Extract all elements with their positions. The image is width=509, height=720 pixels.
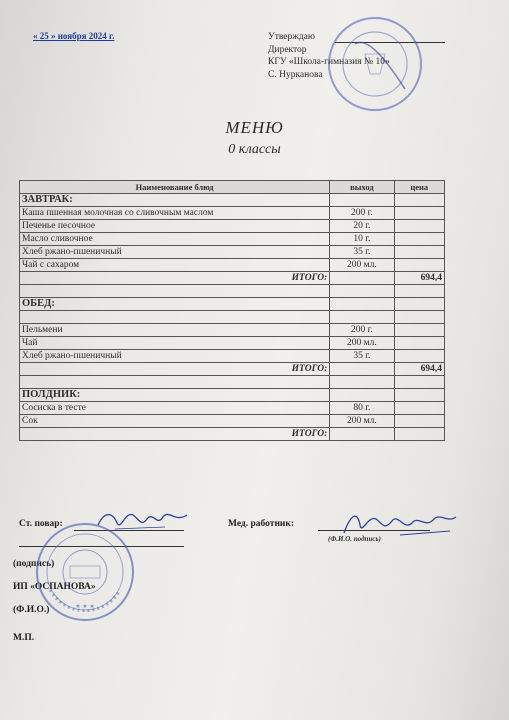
dish-portion: 200 г. <box>330 207 394 220</box>
signature-caption: (подпись) <box>13 559 55 569</box>
table-row <box>20 207 445 220</box>
table-row <box>20 324 445 337</box>
table-row <box>20 259 445 272</box>
dish-portion: 80 г. <box>330 402 394 415</box>
spacer-row <box>20 311 445 324</box>
dish-name: Хлеб ржано-пшеничный <box>20 246 330 259</box>
school-stamp <box>325 14 425 114</box>
section-row <box>20 389 445 402</box>
med-caption: (Ф.И.О. подпись) <box>328 535 381 543</box>
table-row <box>20 233 445 246</box>
column-header: цена <box>394 181 444 194</box>
approval-line: Директор <box>268 44 307 55</box>
column-header: выход <box>330 181 394 194</box>
menu-title: МЕНЮ <box>225 118 284 137</box>
total-price: 694,4 <box>394 363 444 376</box>
table-row <box>20 220 445 233</box>
table-row <box>20 246 445 259</box>
column-header: Наименование блюд <box>20 181 330 194</box>
med-worker-label: Мед. работник: <box>228 519 295 529</box>
approval-line: С. Нурканова <box>268 69 323 80</box>
dish-name: Масло сливочное <box>20 233 330 246</box>
total-row <box>20 428 445 441</box>
menu-subtitle: 0 классы <box>228 142 281 157</box>
dish-name: Чай с сахаром <box>20 259 330 272</box>
dish-portion: 35 г. <box>330 350 394 363</box>
company-stamp <box>30 520 140 625</box>
dish-name: Пельмени <box>20 324 330 337</box>
section-label: ПОЛДНИК: <box>20 389 330 402</box>
svg-text:★ ★ ★: ★ ★ ★ <box>75 604 95 610</box>
table-row <box>20 350 445 363</box>
dish-portion: 200 г. <box>330 324 394 337</box>
section-label: ЗАВТРАК: <box>20 194 330 207</box>
dish-portion: 200 мл. <box>330 337 394 350</box>
med-worker-signature <box>340 505 460 545</box>
dish-name: Сосиска в тесте <box>20 402 330 415</box>
table-row <box>20 337 445 350</box>
total-price: 694,4 <box>394 272 444 285</box>
total-row <box>20 272 445 285</box>
table-header-row <box>20 181 445 194</box>
dish-portion: 200 мл. <box>330 415 394 428</box>
menu-table <box>19 180 445 441</box>
section-row <box>20 194 445 207</box>
section-label: ОБЕД: <box>20 298 330 311</box>
dish-portion: 20 г. <box>330 220 394 233</box>
mp-label: М.П. <box>13 633 35 643</box>
total-label: ИТОГО: <box>20 363 330 376</box>
table-row <box>20 402 445 415</box>
dish-name: Сок <box>20 415 330 428</box>
total-row <box>20 363 445 376</box>
dish-name: Хлеб ржано-пшеничный <box>20 350 330 363</box>
table-row <box>20 415 445 428</box>
approval-line: Утверждаю <box>268 32 315 42</box>
dish-portion: 10 г. <box>330 233 394 246</box>
spacer-row <box>20 285 445 298</box>
chef-label: Ст. повар: <box>19 519 63 529</box>
company-name: ИП «ОСПАНОВА» <box>13 582 96 592</box>
spacer-row <box>20 376 445 389</box>
dish-name: Каша пшенная молочная со сливочным маслом <box>20 207 330 220</box>
dish-name: Печенье песочное <box>20 220 330 233</box>
section-row <box>20 298 445 311</box>
fio-caption: (Ф.И.О.) <box>13 605 50 615</box>
total-label: ИТОГО: <box>20 272 330 285</box>
document-date: « 25 » ноября 2024 г. <box>33 31 115 41</box>
approval-line: КГУ «Школа-гимназия № 10» <box>268 57 390 67</box>
dish-name: Чай <box>20 337 330 350</box>
total-label: ИТОГО: <box>20 428 330 441</box>
total-price <box>394 428 444 441</box>
dish-portion: 35 г. <box>330 246 394 259</box>
dish-portion: 200 мл. <box>330 259 394 272</box>
